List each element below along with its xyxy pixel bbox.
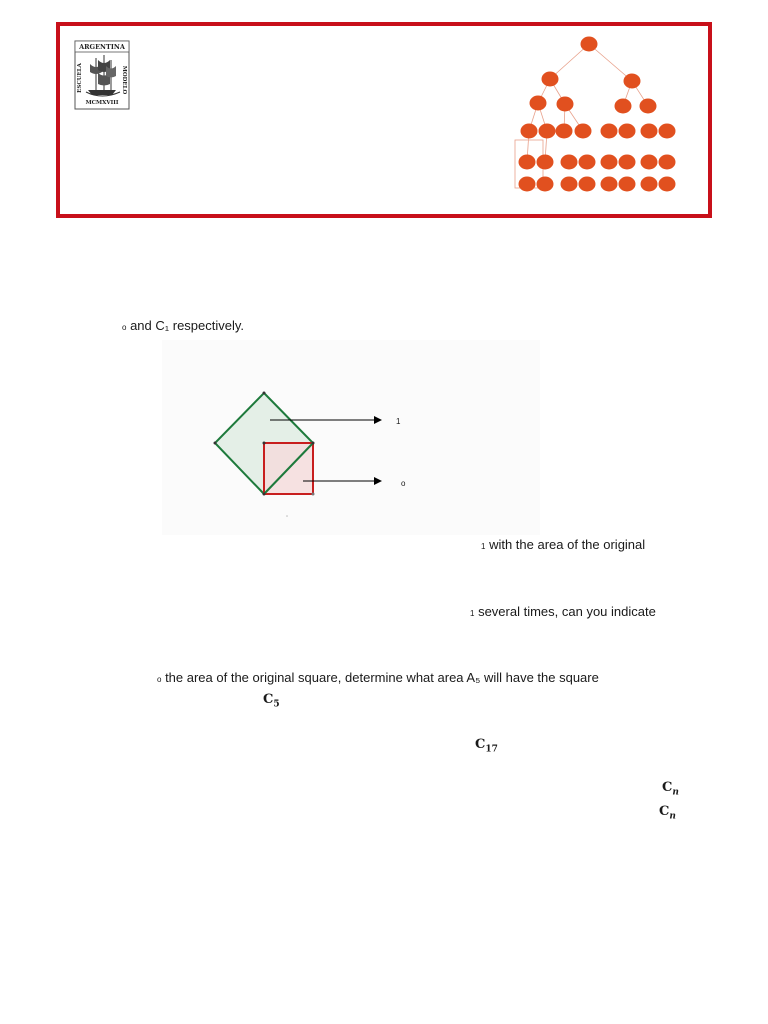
math-c17: $C_{17}$ xyxy=(475,737,498,755)
subscript: o xyxy=(157,675,162,684)
school-seal-logo xyxy=(74,40,130,110)
svg-text:MODELO: MODELO xyxy=(121,65,127,95)
math-cn-1: $C_n$ xyxy=(662,780,679,798)
svg-text:ESCUELA: ESCUELA xyxy=(77,63,83,93)
subscript: 1 xyxy=(481,542,486,551)
text-line-3 xyxy=(470,604,656,622)
text-line-2-body: with the area of the original xyxy=(485,537,646,552)
math-c5: $C_5$ xyxy=(263,692,280,710)
text-line-4-body: the area of the original square, determine what area A₅ will have the square xyxy=(161,670,599,685)
subscript: o xyxy=(122,323,127,332)
math-cn-2: $C_n$ xyxy=(659,804,676,822)
binary-tree-diagram xyxy=(510,33,680,198)
squares-figure xyxy=(200,380,430,520)
svg-text:MCMXVIII: MCMXVIII xyxy=(85,100,119,106)
tree-nodes xyxy=(519,37,676,192)
text-line-3-body: several times, can you indicate xyxy=(474,604,656,619)
figure-label-c0: o xyxy=(401,479,406,488)
figure-label-c1: 1 xyxy=(396,417,401,426)
svg-text:ARGENTINA: ARGENTINA xyxy=(79,43,125,51)
text-line-1 xyxy=(122,318,244,336)
text-line-2 xyxy=(481,537,645,555)
text-line-1-body: and C₁ respectively. xyxy=(126,318,245,333)
subscript: 1 xyxy=(470,609,475,618)
text-line-4 xyxy=(157,670,599,688)
